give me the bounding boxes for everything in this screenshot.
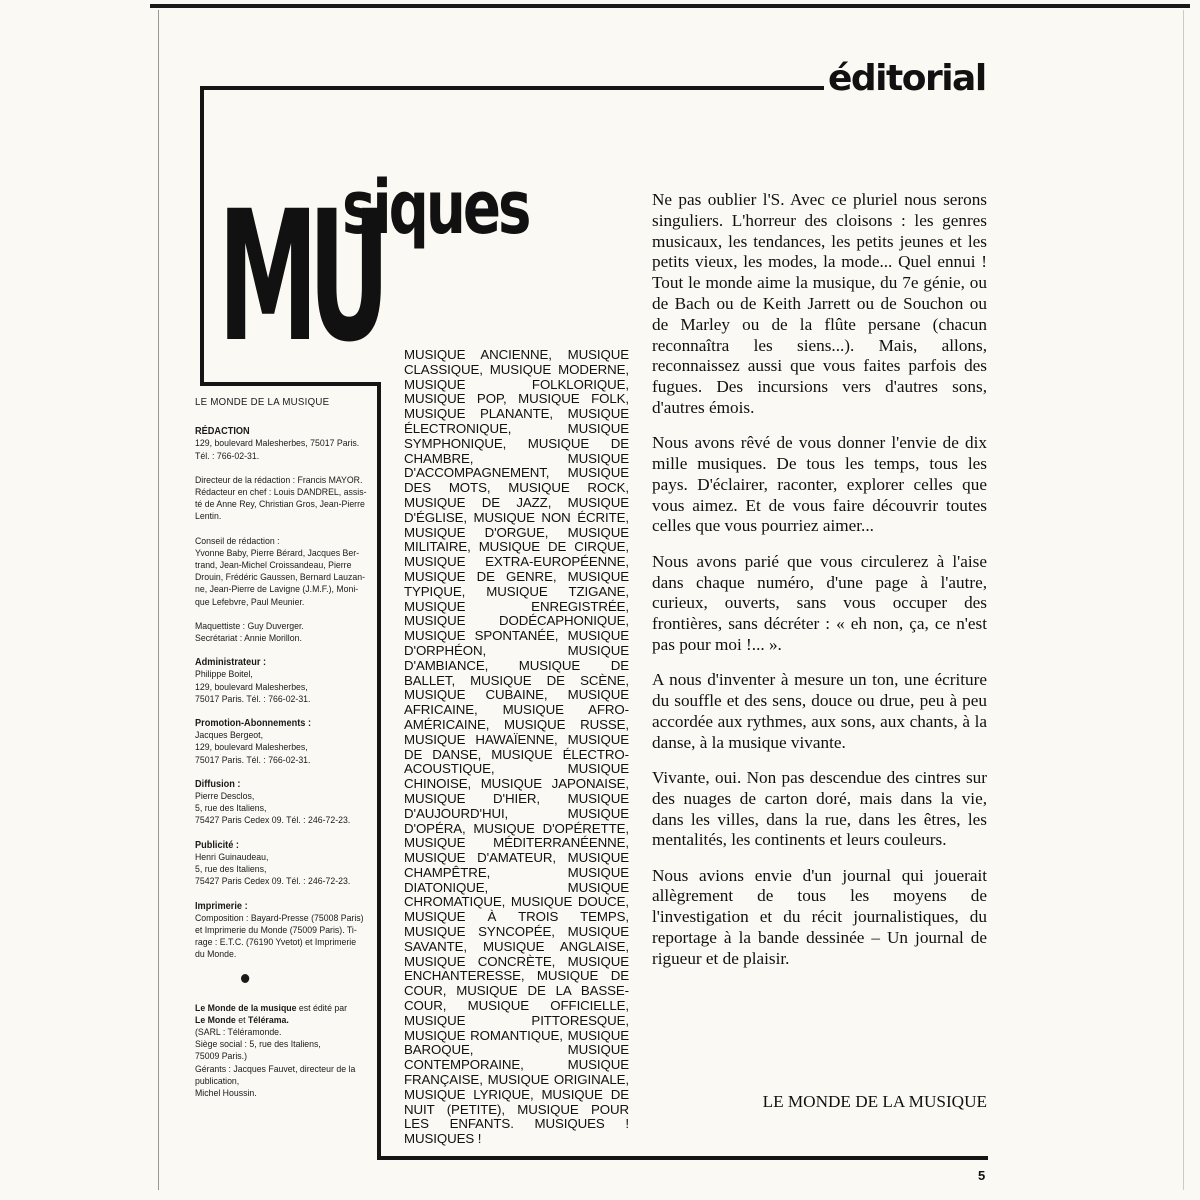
headline-mu: MU [218,173,381,382]
editorial-signature: LE MONDE DE LA MUSIQUE [762,1092,987,1111]
credits-redaction [195,426,360,463]
credits-line: rage : E.T.C. (76190 Yvetot) et Imprimerie [195,937,357,949]
credits-lines [195,730,351,767]
credits-column [195,396,367,1112]
credits-line: du Monde. [195,949,237,961]
frame-inner-rule [377,382,381,1160]
credits-line: Secrétariat : Annie Morillon. [195,633,302,645]
frame-left-rule [200,86,204,386]
credits-heading: Diffusion : [195,778,241,790]
credits-heading: Promotion-Abonnements : [195,718,312,730]
credits-line: publication, [195,1075,240,1087]
frame-top-rule [200,86,824,90]
masthead: LE MONDE DE LA MUSIQUE [195,396,330,408]
credits-line: Directeur de la rédaction : Francis MAYOR. [195,474,363,486]
credits-directors [195,474,367,524]
credits-lines [195,852,351,889]
editorial-paragraph: Nous avons parié que vous circulerez à l'aise dans chaque numéro, d'une page à l'autre, curieux, ouverts, sans vous occuper des frontières, sans décréter : « eh non, ça, ce n'est pas pour moi !... ». [652,551,987,654]
credits-heading: Imprimerie : [195,900,248,912]
frame-step-rule [200,382,380,386]
credits-promo [195,718,351,767]
credits-line: Jacques Bergeot, [195,730,264,742]
editorial-body [652,190,987,984]
credits-line: Maquettiste : Guy Duverger. [195,620,304,632]
credits-line: té de Anne Rey, Christian Gros, Jean-Pierre [195,499,365,511]
credits-line: Drouin, Frédéric Gaussen, Bernard Lauzan- [195,572,366,584]
credits-line: que Lefebvre, Paul Meunier. [195,596,305,608]
credits-heading: Publicité : [195,839,239,851]
credits-lines [195,535,366,609]
page-top-edge [150,4,1190,8]
credits-staff [195,621,351,645]
credits-line: 75427 Paris Cedex 09. Tél. : 246-72-23. [195,815,351,827]
credits-lines [195,474,367,524]
credits-line: Lentin. [195,511,222,523]
frame-bottom-rule [377,1156,988,1160]
section-label: éditorial [828,58,986,99]
credits-heading: Administrateur : [195,657,267,669]
headline-siques: siques [342,165,529,251]
credits-line: (SARL : Téléramonde. [195,1026,282,1038]
credits-lines [195,438,360,462]
page-number: 5 [978,1168,986,1183]
credits-line: Gérants : Jacques Fauvet, directeur de la [195,1063,356,1075]
publisher-and: et [235,1014,248,1026]
credits-heading: RÉDACTION [195,426,250,438]
credits-line: 75017 Paris. Tél. : 766-02-31. [195,754,311,766]
publisher-text: est édité par [296,1002,348,1014]
credits-line: Rédacteur en chef : Louis DANDREL, assis- [195,487,367,499]
editorial-paragraph: Vivante, oui. Non pas descendue des cintres sur des nuages de carton doré, mais dans la vie, dans les villes, dans la rue, dans les êtres, les mentalités, les continents et leurs couleurs. [652,767,987,850]
editorial-paragraph: Ne pas oublier l'S. Avec ce pluriel nous serons singuliers. L'horreur des cloisons : les genres musicaux, les tendances, les petits jeunes et les petits vieux, les modes, la mode... Quel ennui ! Tout le monde aime la musique, du 7e génie, ou de Bach ou de Keith Jarrett ou de Souchon ou de Marley ou de la flûte persane (chacun reconnaîtra les siens...). Mais, allons, reconnaissez aussi que vous faites parfois des fugues. Des incursions vers d'autres sons, d'autres émois. [652,190,987,417]
credits-line: Siège social : 5, rue des Italiens, [195,1039,321,1051]
credits-conseil [195,535,366,609]
credits-diffusion [195,779,351,828]
credits-line: Henri Guinaudeau, [195,851,269,863]
credits-line: Yvonne Baby, Pierre Bérard, Jacques Ber- [195,547,360,559]
credits-line: 75427 Paris Cedex 09. Tél. : 246-72-23. [195,876,351,888]
publisher-name: Le Monde de la musique [195,1002,297,1014]
credits-lines [195,621,351,645]
editorial-paragraph: Nous avons rêvé de vous donner l'envie de dix mille musiques. De tous les temps, tous les pays. D'éclairer, raconter, explorer celles que vous aimez. Et de vous faire découvrir toutes celles que vous pourriez aimer... [652,433,987,536]
credits-line: 129, boulevard Malesherbes, [195,742,308,754]
credits-line: et Imprimerie du Monde (75009 Paris). Ti- [195,924,357,936]
credits-line: 75009 Paris.) [195,1051,247,1063]
credits-line: Pierre Desclos, [195,791,255,803]
credits-line: ne, Jean-Pierre de Lavigne (J.M.F.), Moni- [195,584,359,596]
credits-line: Conseil de rédaction : [195,535,280,547]
editorial-paragraph: Nous avions envie d'un journal qui jouerait allègrement de tous les moyens de l'investigation et du récit journalistiques, du reportage à la bande dessinée – Un journal de rigueur et de plaisir. [652,865,987,968]
publisher-telerama: Télérama. [247,1014,289,1026]
credits-line: trand, Jean-Michel Croissandeau, Pierre [195,560,352,572]
credits-line: Composition : Bayard-Presse (75008 Paris) [195,912,364,924]
credits-publisher [195,1002,356,1101]
credits-line: 5, rue des Italiens, [195,864,267,876]
music-genres-list: MUSIQUE ANCIENNE, MUSIQUE CLASSIQUE, MUSIQUE MODERNE, MUSIQUE FOLKLORIQUE, MUSIQUE POP, MUSIQUE FOLK, MUSIQUE PLANANTE, MUSIQUE ÉLECTRONIQUE, MUSIQUE SYMPHONIQUE, MUSIQUE DE CHAMBRE, MUSIQUE D'ACCOMPAGNEMENT, MUSIQUE DES MOTS, MUSIQUE ROCK, MUSIQUE DE JAZZ, MUSIQUE D'ÉGLISE, MUSIQUE NON ÉCRITE, MUSIQUE D'ORGUE, MUSIQUE MILITAIRE, MUSIQUE DE CIRQUE, MUSIQUE EXTRA-EUROPÉENNE, MUSIQUE DE GENRE, MUSIQUE TYPIQUE, MUSIQUE TZIGANE, MUSIQUE ENREGISTRÉE, MUSIQUE DODÉCAPHONIQUE, MUSIQUE SPONTANÉE, MUSIQUE D'ORPHÉON, MUSIQUE D'AMBIANCE, MUSIQUE DE BALLET, MUSIQUE DE SCÈNE, MUSIQUE CUBAINE, MUSIQUE AFRICAINE, MUSIQUE AFRO-AMÉRICAINE, MUSIQUE RUSSE, MUSIQUE HAWAÏENNE, MUSIQUE DE DANSE, MUSIQUE ÉLECTRO-ACOUSTIQUE, MUSIQUE CHINOISE, MUSIQUE JAPONAISE, MUSIQUE D'HIER, MUSIQUE D'AUJOURD'HUI, MUSIQUE D'OPÉRA, MUSIQUE D'OPÉRETTE, MUSIQUE MÉDITERRANÉENNE, MUSIQUE D'AMATEUR, MUSIQUE CHAMPÊTRE, MUSIQUE DIATONIQUE, MUSIQUE CHROMATIQUE, MUSIQUE DOUCE, MUSIQUE À TROIS TEMPS, MUSIQUE SYNCOPÉE, MUSIQUE SAVANTE, MUSIQUE ANGLAISE, MUSIQUE CONCRÈTE, MUSIQUE ENCHANTERESSE, MUSIQUE DE COUR, MUSIQUE DE LA BASSE-COUR, MUSIQUE OFFICIELLE, MUSIQUE PITTORESQUE, MUSIQUE ROMANTIQUE, MUSIQUE BAROQUE, MUSIQUE CONTEMPORAINE, MUSIQUE FRANÇAISE, MUSIQUE ORIGINALE, MUSIQUE LYRIQUE, MUSIQUE DE NUIT (PETITE), MUSIQUE POUR LES ENFANTS. MUSIQUES ! MUSIQUES ! [404,347,629,1147]
publisher-le-monde: Le Monde [195,1014,236,1026]
credits-line: 5, rue des Italiens, [195,803,267,815]
credits-line: Philippe Boitel, [195,669,253,681]
credits-line: Tél. : 766-02-31. [195,450,260,462]
credits-lines [195,912,364,962]
credits-line: 75017 Paris. Tél. : 766-02-31. [195,693,311,705]
credits-lines [195,791,351,828]
credits-line: 129, boulevard Malesherbes, 75017 Paris. [195,438,360,450]
credits-line: 129, boulevard Malesherbes, [195,681,308,693]
credits-imprimerie [195,900,364,962]
bullet-dot-icon [241,974,249,983]
editorial-paragraph: A nous d'inventer à mesure un ton, une écriture du souffle et des sens, douce ou drue, peu à peu accordée aux rythmes, aux sons, aux chants, à la danse, à la musique vivante. [652,670,987,752]
credits-lines [195,669,351,706]
credits-line: Michel Houssin. [195,1087,257,1099]
credits-admin [195,657,351,706]
credits-publicite [195,840,351,889]
credits-lines [195,1026,356,1100]
